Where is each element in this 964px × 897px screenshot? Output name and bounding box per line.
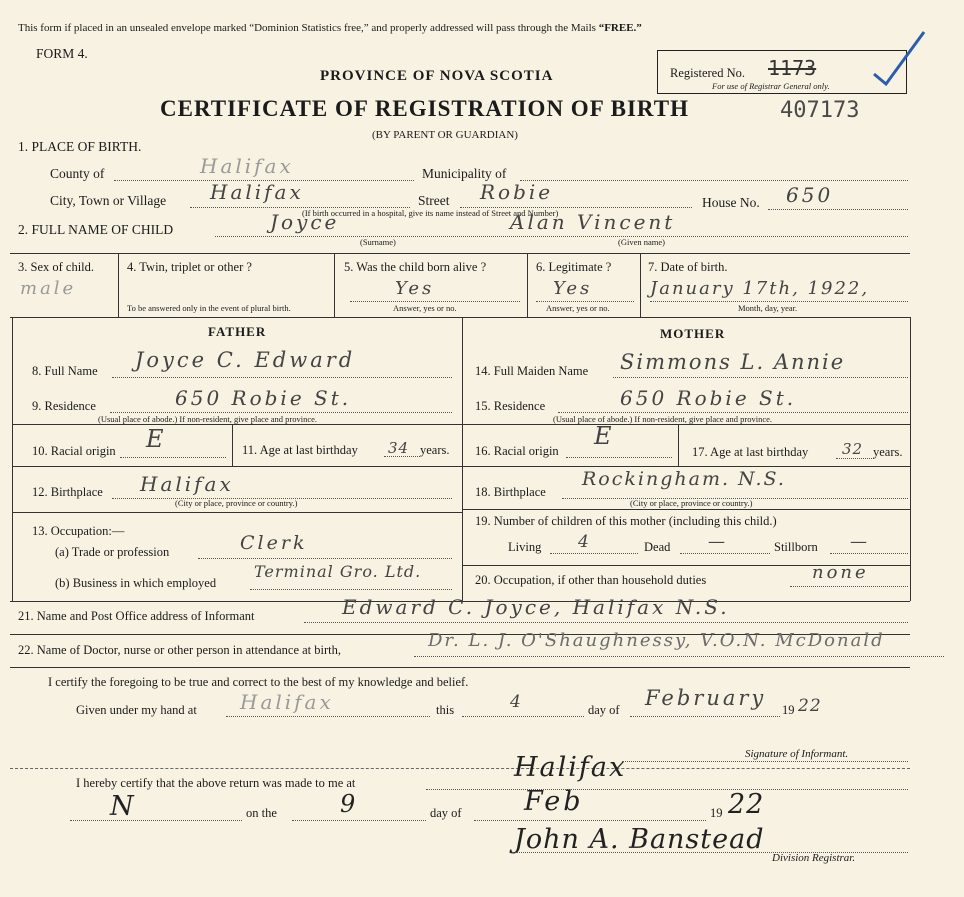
- date-of-birth-label: 7. Date of birth.: [648, 260, 728, 274]
- registrar-signature: John A. Banstead: [514, 824, 765, 855]
- province-heading: PROVINCE OF NOVA SCOTIA: [320, 68, 554, 84]
- twin-label: 4. Twin, triplet or other ?: [127, 260, 252, 274]
- given-under-label: Given under my hand at: [76, 703, 197, 717]
- signature-informant-caption: Signature of Informant.: [745, 748, 849, 760]
- rule-registrar-top: [10, 768, 910, 769]
- mother-residence-label: 15. Residence: [475, 399, 546, 413]
- mother-residence-note: (Usual place of abode.) If non-resident, give place and province.: [553, 414, 773, 424]
- date-of-birth-value: January 17th, 1922,: [650, 278, 870, 299]
- place-of-birth-heading: 1. PLACE OF BIRTH.: [18, 139, 142, 154]
- father-racial-label: 10. Racial origin: [32, 444, 116, 458]
- father-age-value: 34: [388, 439, 410, 457]
- hospital-note: (If birth occurred in a hospital, give its name instead of Street and Number): [302, 208, 559, 218]
- house-label: House No.: [702, 195, 760, 210]
- alive-label: 5. Was the child born alive ?: [344, 260, 487, 274]
- county-value: Halifax: [200, 154, 294, 178]
- informant-label: 21. Name and Post Office address of Informant: [18, 609, 255, 623]
- rule-col5: [334, 253, 335, 317]
- twin-note: To be answered only in the event of plural birth.: [127, 303, 291, 313]
- father-name-value: Joyce C. Edward: [135, 348, 356, 372]
- father-residence-label: 9. Residence: [32, 399, 96, 413]
- father-age-suffix: years.: [420, 443, 450, 457]
- father-heading: FATHER: [208, 324, 267, 339]
- certificate-subtitle: (BY PARENT OR GUARDIAN): [372, 129, 518, 141]
- child-given-value: Alan Vincent: [510, 210, 676, 234]
- father-residence-note: (Usual place of abode.) If non-resident, give place and province.: [98, 414, 318, 424]
- mother-occupation-value: none: [812, 562, 869, 583]
- registrar-year-prefix: 19: [710, 806, 723, 820]
- stillborn-label: Stillborn: [774, 540, 818, 554]
- father-birthplace-value: Halifax: [140, 472, 234, 496]
- alive-value: Yes: [395, 278, 435, 299]
- given-year-value: 22: [798, 696, 822, 716]
- mother-age-value: 32: [842, 440, 864, 458]
- given-caption: (Given name): [618, 237, 665, 247]
- rule-father-r10-split: [232, 424, 233, 466]
- doctor-value: Dr. L. J. O'Shaughnessy, V.O.N. McDonald: [428, 630, 885, 651]
- surname-caption: (Surname): [360, 237, 396, 247]
- father-trade-value: Clerk: [240, 532, 308, 554]
- mother-racial-label: 16. Racial origin: [475, 444, 559, 458]
- registrar-month-value: Feb: [524, 786, 584, 817]
- rule-mother-r16-top: [462, 424, 910, 425]
- municipality-label: Municipality of: [422, 166, 507, 181]
- stillborn-value: —: [850, 532, 870, 552]
- form-number: FORM 4.: [36, 46, 88, 61]
- city-label: City, Town or Village: [50, 193, 167, 208]
- sex-label: 3. Sex of child.: [18, 260, 95, 274]
- mother-children-label: 19. Number of children of this mother (including this child.): [475, 514, 777, 528]
- registrar-statement: I hereby certify that the above return was made to me at: [76, 776, 356, 790]
- mother-birthplace-label: 18. Birthplace: [475, 485, 546, 499]
- mother-residence-value: 650 Robie St.: [620, 386, 797, 410]
- rule-right: [910, 317, 911, 601]
- mother-birthplace-note: (City or place, province or country.): [630, 498, 753, 508]
- rule-row3-top: [10, 253, 910, 254]
- county-label: County of: [50, 166, 105, 181]
- date-of-birth-note: Month, day, year.: [738, 303, 798, 313]
- doctor-label: 22. Name of Doctor, nurse or other person in attendance at birth,: [18, 643, 342, 657]
- house-value: 650: [786, 183, 834, 207]
- street-value: Robie: [480, 180, 554, 204]
- this-label: this: [436, 703, 455, 717]
- postal-notice-free: “FREE.”: [598, 22, 642, 34]
- given-year-prefix: 19: [782, 703, 795, 717]
- legitimate-note: Answer, yes or no.: [546, 303, 610, 313]
- child-surname-value: Joyce: [270, 210, 340, 234]
- alive-note: Answer, yes or no.: [393, 303, 457, 313]
- rule-col6: [527, 253, 528, 317]
- father-age-label: 11. Age at last birthday: [242, 443, 358, 457]
- registered-label: Registered No.: [670, 66, 745, 80]
- city-value: Halifax: [210, 180, 304, 204]
- legitimate-label: 6. Legitimate ?: [536, 260, 612, 274]
- rule-father-occupation-top: [12, 512, 462, 513]
- legitimate-value: Yes: [553, 278, 593, 299]
- registered-value: 1173: [768, 56, 817, 80]
- mother-occupation-label: 20. Occupation, if other than household duties: [475, 573, 707, 587]
- father-birthplace-note: (City or place, province or country.): [175, 498, 298, 508]
- father-birthplace-label: 12. Birthplace: [32, 485, 103, 499]
- registrar-day-value: 9: [340, 790, 359, 818]
- living-label: Living: [508, 540, 542, 554]
- rule-parents-divider: [462, 317, 463, 601]
- certify-statement: I certify the foregoing to be true and correct to the best of my knowledge and belief.: [48, 675, 469, 689]
- postal-notice: [18, 22, 642, 34]
- given-day-value: 4: [510, 692, 524, 712]
- father-business-value: Terminal Gro. Ltd.: [254, 562, 422, 581]
- informant-value: Edward C. Joyce, Halifax N.S.: [342, 595, 730, 619]
- dead-label: Dead: [644, 540, 671, 554]
- street-label: Street: [418, 193, 450, 208]
- rule-col7: [640, 253, 641, 317]
- certificate-title: CERTIFICATE OF REGISTRATION OF BIRTH: [160, 96, 689, 121]
- stamped-number: 407173: [780, 98, 860, 123]
- registered-note: For use of Registrar General only.: [712, 81, 830, 91]
- mother-racial-value: E: [594, 422, 615, 450]
- registrar-mark-value: N: [110, 791, 137, 822]
- father-trade-label: (a) Trade or profession: [55, 545, 170, 559]
- registrar-place-value: Halifax: [514, 752, 627, 783]
- father-residence-value: 650 Robie St.: [175, 386, 352, 410]
- registrar-year-value: 22: [728, 789, 765, 820]
- dead-value: —: [708, 532, 728, 552]
- rule-mother-children-top: [462, 509, 910, 510]
- rule-mother-r16-split: [678, 424, 679, 466]
- checkmark-icon: [868, 28, 928, 88]
- rule-doctor-bottom: [10, 667, 910, 668]
- living-value: 4: [578, 532, 592, 552]
- postal-notice-text: This form if placed in an unsealed envelope marked “Dominion Statistics free,” and properly addressed will pass through the Mails: [18, 22, 596, 34]
- division-registrar-caption: Division Registrar.: [772, 852, 856, 864]
- rule-father-r10-top: [12, 424, 462, 425]
- given-place-value: Halifax: [240, 690, 334, 714]
- rule-col4: [118, 253, 119, 317]
- mother-age-label: 17. Age at last birthday: [692, 445, 809, 459]
- day-of-label: day of: [588, 703, 620, 717]
- rule-mother-r16-bottom: [462, 466, 910, 467]
- child-name-label: 2. FULL NAME OF CHILD: [18, 222, 174, 237]
- father-name-label: 8. Full Name: [32, 364, 98, 378]
- registrar-day-of-label: day of: [430, 806, 462, 820]
- mother-age-suffix: years.: [873, 445, 903, 459]
- given-month-value: February: [645, 686, 767, 710]
- mother-name-value: Simmons L. Annie: [620, 350, 846, 374]
- mother-birthplace-value: Rockingham. N.S.: [582, 468, 786, 490]
- mother-name-label: 14. Full Maiden Name: [475, 364, 589, 378]
- rule-left: [12, 317, 13, 601]
- rule-father-r10-bottom: [12, 466, 462, 467]
- on-the-label: on the: [246, 806, 277, 820]
- sex-value: male: [20, 278, 77, 299]
- mother-heading: MOTHER: [660, 326, 726, 341]
- rule-row3-bottom: [10, 317, 910, 318]
- father-business-label: (b) Business in which employed: [55, 576, 217, 590]
- father-racial-value: E: [146, 425, 167, 453]
- father-occupation-heading: 13. Occupation:—: [32, 524, 125, 538]
